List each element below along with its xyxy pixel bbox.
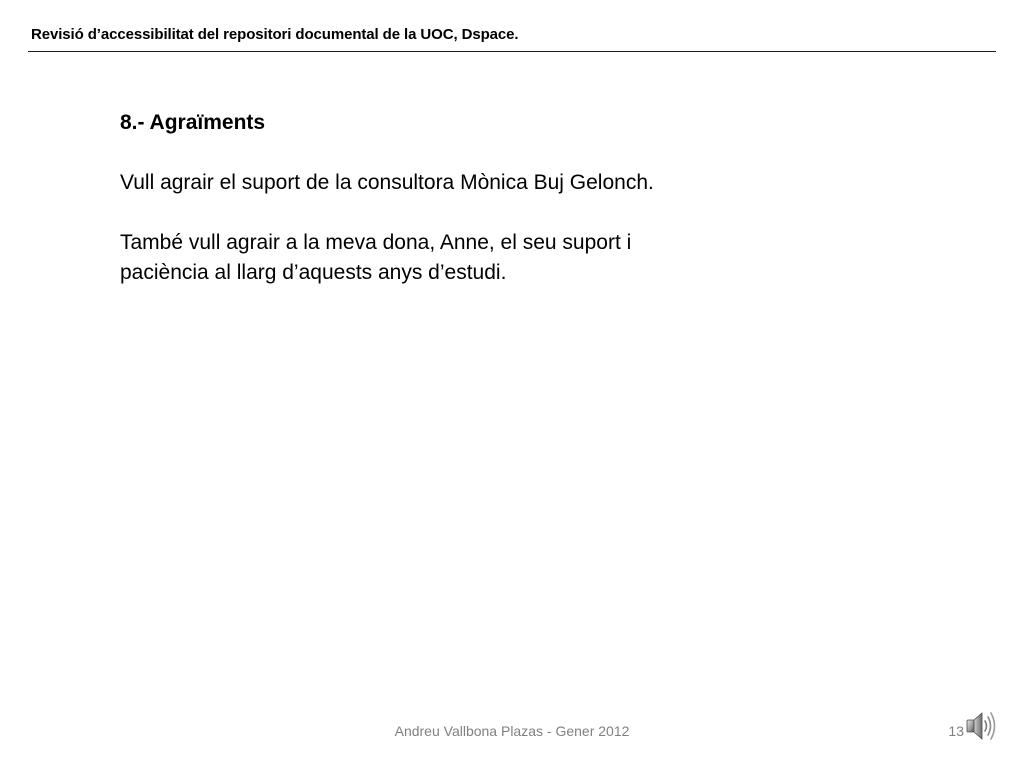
section-heading: 8.- Agraïments (120, 111, 266, 134)
footer-author-date-container (0, 723, 1024, 739)
slide-content (120, 108, 760, 318)
speaker-icon[interactable] (964, 708, 998, 744)
header-divider (28, 51, 996, 52)
paragraph-acknowledgement-consultant: Vull agrair el suport de la consultora Mònica Buj Gelonch. (120, 171, 654, 194)
page-number: 13 (948, 723, 964, 739)
paragraph-acknowledgement-wife: També vull agrair a la meva dona, Anne, el seu suport i paciència al llarg d’aquests anys d’estudi. (120, 231, 632, 284)
slide-header-title: Revisió d’accessibilitat del repositori documental de la UOC, Dspace. (31, 26, 519, 43)
footer-author-date: Andreu Vallbona Plazas - Gener 2012 (394, 723, 630, 739)
